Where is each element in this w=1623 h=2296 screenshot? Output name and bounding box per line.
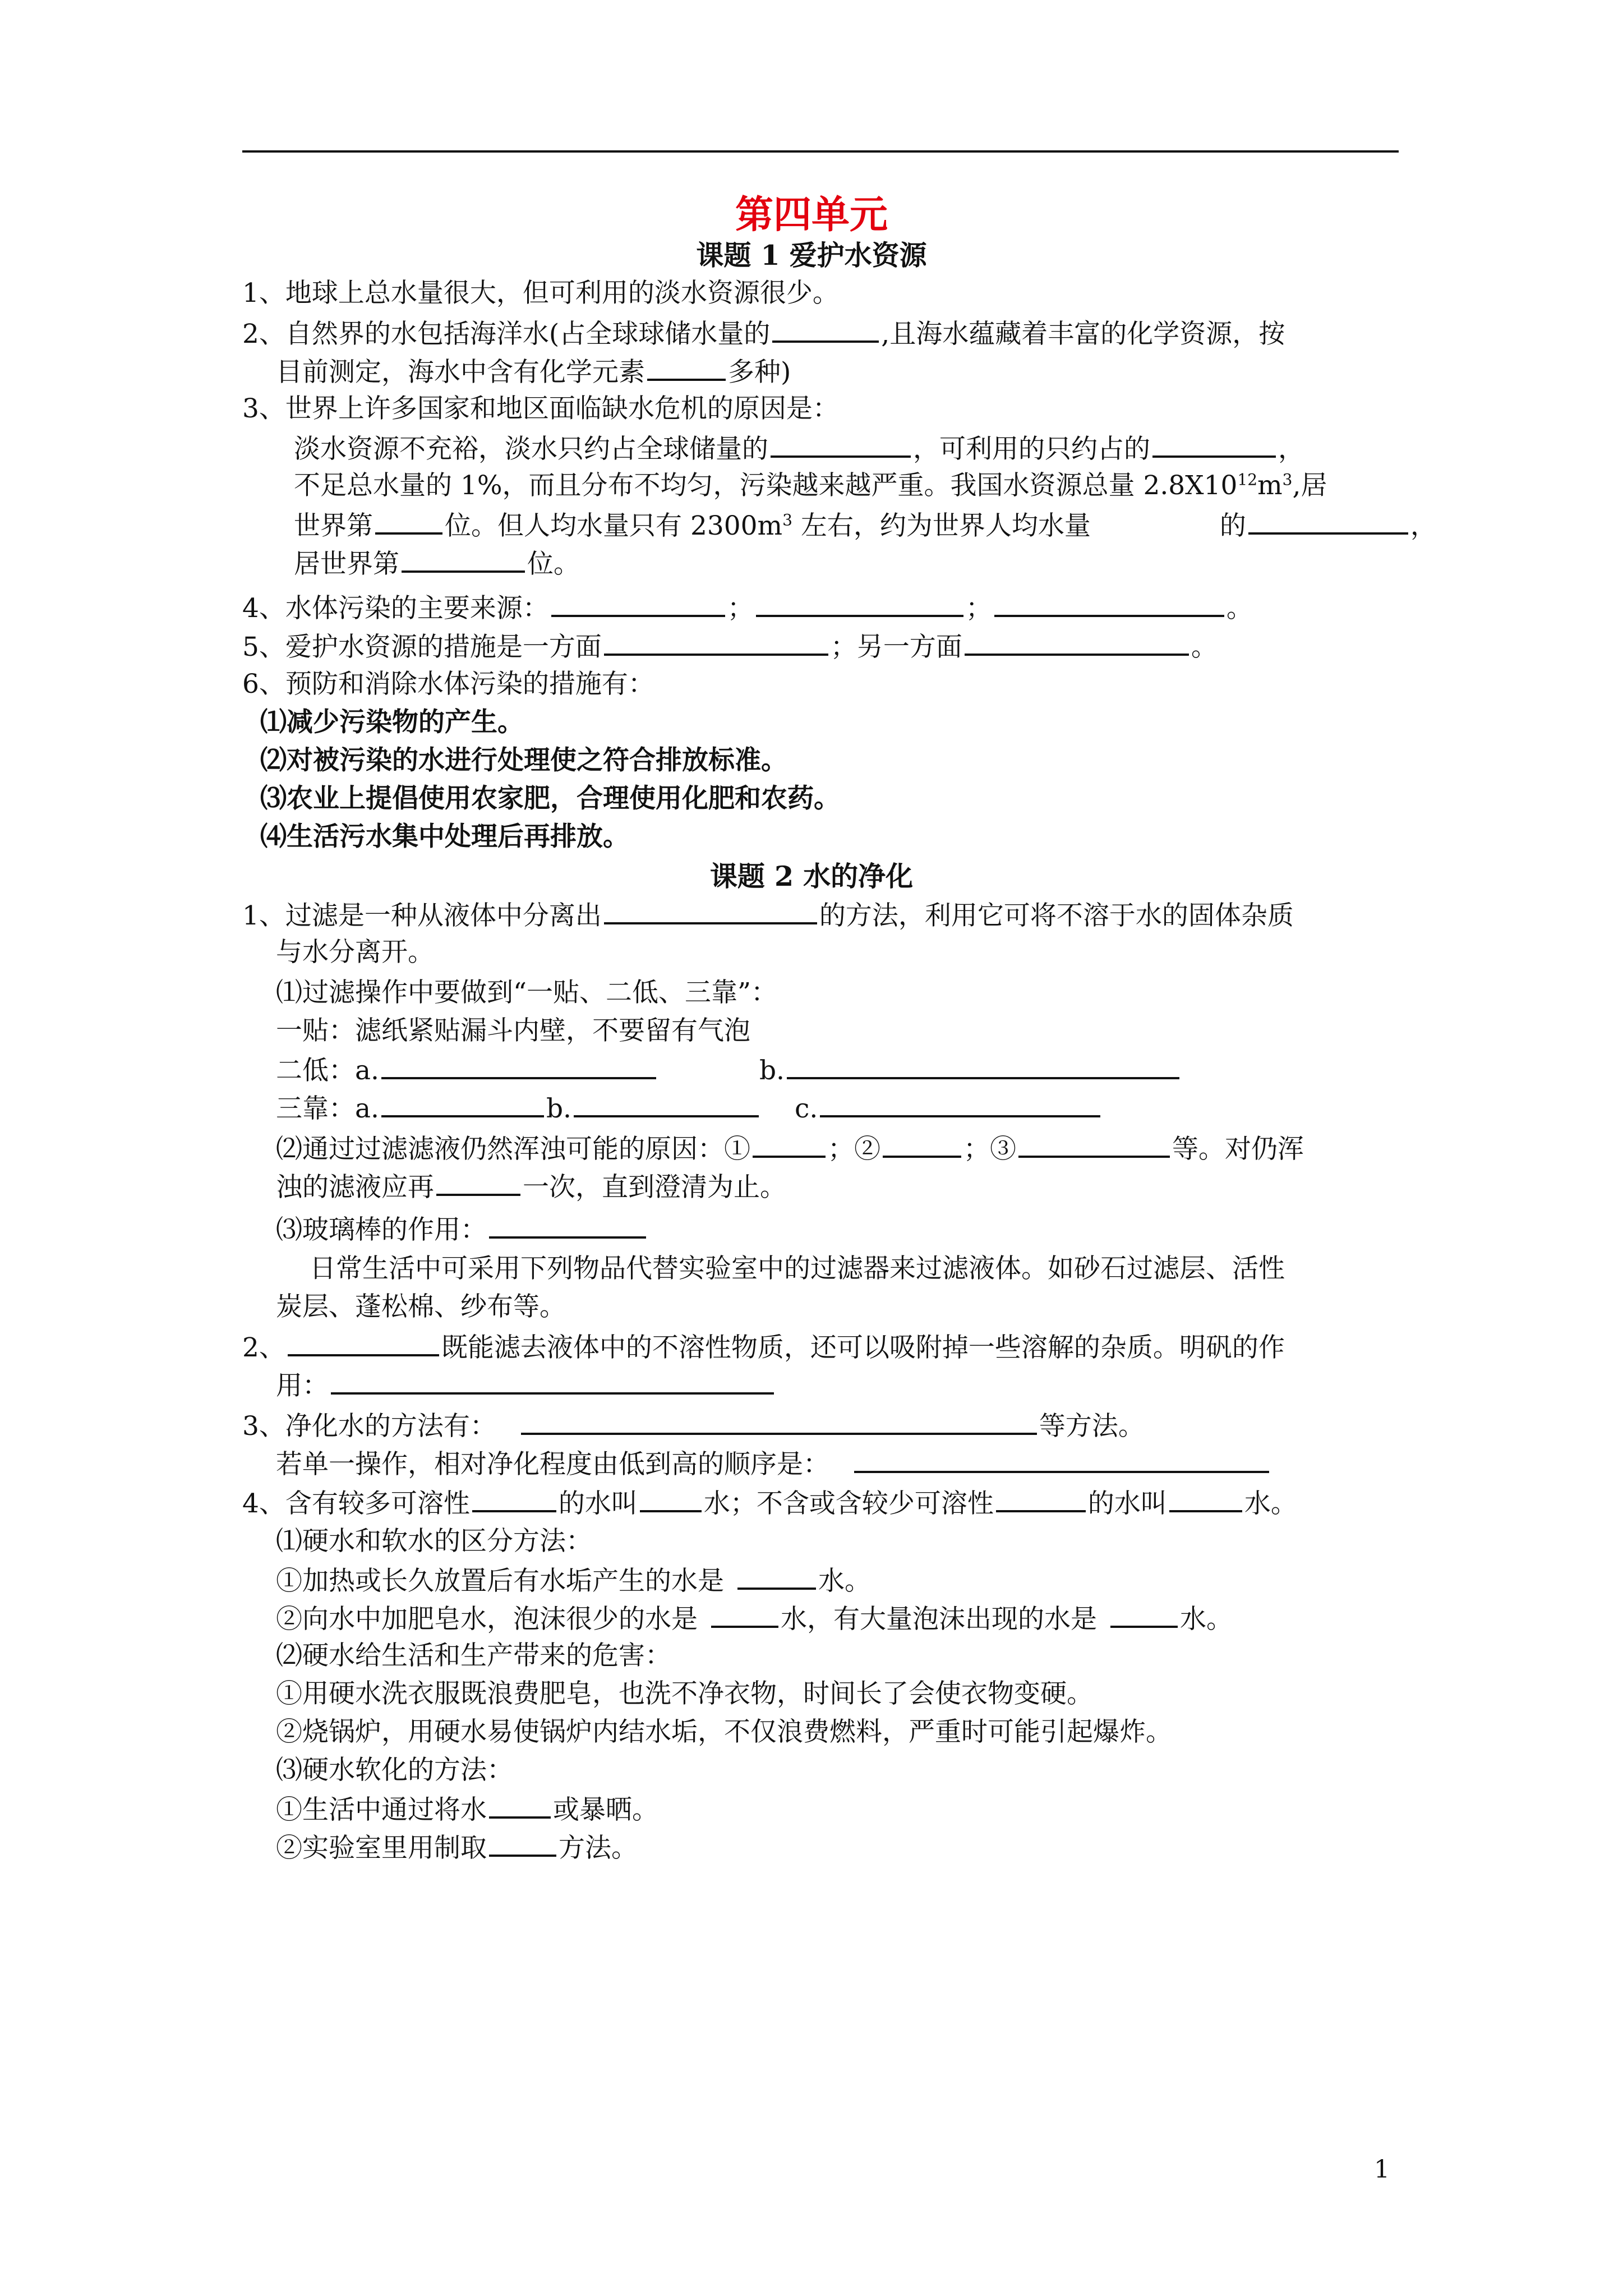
t2-line-4: 4、含有较多可溶性 的水叫 水；不含或含较少可溶性 的水叫 水。 [242,1485,1297,1521]
blank[interactable] [996,1485,1086,1512]
blank[interactable] [551,590,725,617]
t2-line-2: 2、 既能滤去液体中的不溶性物质，还可以吸附掉一些溶解的杂质。明矾的作 [242,1329,1285,1365]
hazard-2: ②烧锅炉，用硬水易使锅炉内结水垢，不仅浪费燃料，严重时可能引起爆炸。 [276,1717,1172,1747]
blank[interactable] [489,1212,646,1239]
daily-filter: 日常生活中可采用下列物品代替实验室中的过滤器来过滤液体。如砂石过滤层、活性 [310,1253,1285,1284]
blank[interactable] [787,1052,1179,1079]
blank[interactable] [771,431,911,458]
measure-2: ⑵对被污染的水进行处理使之符合排放标准。 [260,745,787,776]
softening-2: ②实验室里用制取 方法。 [276,1830,638,1865]
unit-title: 第四单元 [735,192,888,237]
measure-3: ⑶农业上提倡使用农家肥，合理使用化肥和农药。 [260,783,840,814]
t1-line-4: 4、水体污染的主要来源： ； ； 。 [242,590,1253,625]
blank[interactable] [640,1485,702,1512]
blank[interactable] [994,590,1224,617]
blank[interactable] [737,1563,816,1590]
blank[interactable] [489,1792,551,1819]
t1-line-5: 5、爱护水资源的措施是一方面 ；另一方面 。 [242,629,1218,664]
blank[interactable] [288,1329,439,1356]
blank[interactable] [647,354,726,381]
blank[interactable] [820,1091,1100,1117]
blank[interactable] [1152,431,1276,458]
blank[interactable] [965,629,1189,656]
filter-rule-3: 三靠：a. b. c. [276,1091,1103,1126]
t2-line-1-cont: 与水分离开。 [276,937,434,968]
t1-line-6: 6、预防和消除水体污染的措施有： [242,669,654,700]
t1-line-3a: 淡水资源不充裕，淡水只约占全球储量的 ，可利用的只约占的 ， [294,431,1304,466]
t2-line-3: 3、净化水的方法有： 等方法。 [242,1408,1145,1443]
blank[interactable] [854,1446,1269,1473]
t2-line-1: 1、过滤是一种从液体中分离出 的方法，利用它可将不溶于水的固体杂质 [242,898,1294,933]
blank[interactable] [574,1091,759,1117]
t2-line-2-cont: 用： [276,1368,776,1403]
t1-line-1: 1、地球上总水量很大，但可利用的淡水资源很少。 [242,278,839,309]
measure-4: ⑷生活污水集中处理后再排放。 [260,821,629,852]
page-number: 1 [1374,2155,1390,2184]
blank[interactable] [1169,1485,1242,1512]
blank[interactable] [756,590,963,617]
measure-1: ⑴减少污染物的产生。 [260,707,524,738]
blank[interactable] [604,898,817,924]
glass-rod: ⑶玻璃棒的作用： [276,1212,648,1247]
softening-1: ①生活中通过将水 或暴晒。 [276,1792,658,1827]
t1-line-3c: 世界第 位。但人均水量只有 $2300m^3$ 左右，约为世界人均水量 的 ， [294,508,1437,543]
t2-line-3-cont: 若单一操作，相对净化程度由低到高的顺序是： [276,1446,1271,1481]
blank[interactable] [1248,508,1408,535]
t1-line-2: 2、自然界的水包括海洋水(占全球球储水量的 ,且海水蕴藏着丰富的化学资源，按 [242,316,1285,351]
blank[interactable] [331,1368,774,1395]
blank[interactable] [711,1601,778,1628]
hard-soft-1: ①加热或长久放置后有水垢产生的水是 水。 [276,1563,871,1598]
blank[interactable] [402,546,525,573]
filter-turbid-cont: 浊的滤液应再 一次，直到澄清为止。 [276,1169,786,1204]
hard-soft-2: ②向水中加肥皂水，泡沫很少的水是 水，有大量泡沫出现的水是 水。 [276,1601,1233,1636]
hard-soft-heading: ⑴硬水和软水的区分方法： [276,1526,592,1557]
blank[interactable] [1018,1131,1170,1158]
blank[interactable] [772,316,879,343]
t1-line-3d: 居世界第 位。 [294,546,580,581]
header-rule [242,150,1399,153]
filter-rule-2: 二低：a. b. [276,1052,1182,1088]
t1-line-3: 3、世界上许多国家和地区面临缺水危机的原因是： [242,393,839,424]
topic-2-heading: 课题 2 水的净化 [709,860,914,892]
blank[interactable] [883,1131,961,1158]
t1-line-3b: 不足总水量的 1%，而且分布不均匀，污染越来越严重。我国水资源总量 $2.8X10^{12}m^3$,居 [294,470,1327,501]
t1-line-2-cont: 目前测定，海水中含有化学元素 多种) [276,354,791,389]
blank[interactable] [375,508,442,535]
blank[interactable] [381,1091,544,1117]
softening-heading: ⑶硬水软化的方法： [276,1755,513,1786]
blank[interactable] [1110,1601,1178,1628]
hazard-1: ①用硬水洗衣服既浪费肥皂，也洗不净衣物，时间长了会使衣物变硬。 [276,1678,1093,1709]
daily-filter-cont: 炭层、蓬松棉、纱布等。 [276,1291,566,1322]
blank[interactable] [753,1131,826,1158]
topic-1-heading: 课题 1 爱护水资源 [696,239,927,272]
blank[interactable] [436,1169,520,1196]
blank[interactable] [604,629,828,656]
filter-rule-heading: ⑴过滤操作中要做到“一贴、二低、三靠”： [276,977,778,1008]
filter-rule-1: 一贴：滤纸紧贴漏斗内壁，不要留有气泡 [276,1015,750,1046]
hazards-heading: ⑵硬水给生活和生产带来的危害： [276,1640,671,1671]
filter-turbid: ⑵通过过滤滤液仍然浑浊可能的原因：① ；② ；③ 等。对仍浑 [276,1131,1304,1166]
blank[interactable] [472,1485,556,1512]
blank[interactable] [521,1408,1037,1435]
blank[interactable] [489,1830,556,1857]
blank[interactable] [381,1052,656,1079]
